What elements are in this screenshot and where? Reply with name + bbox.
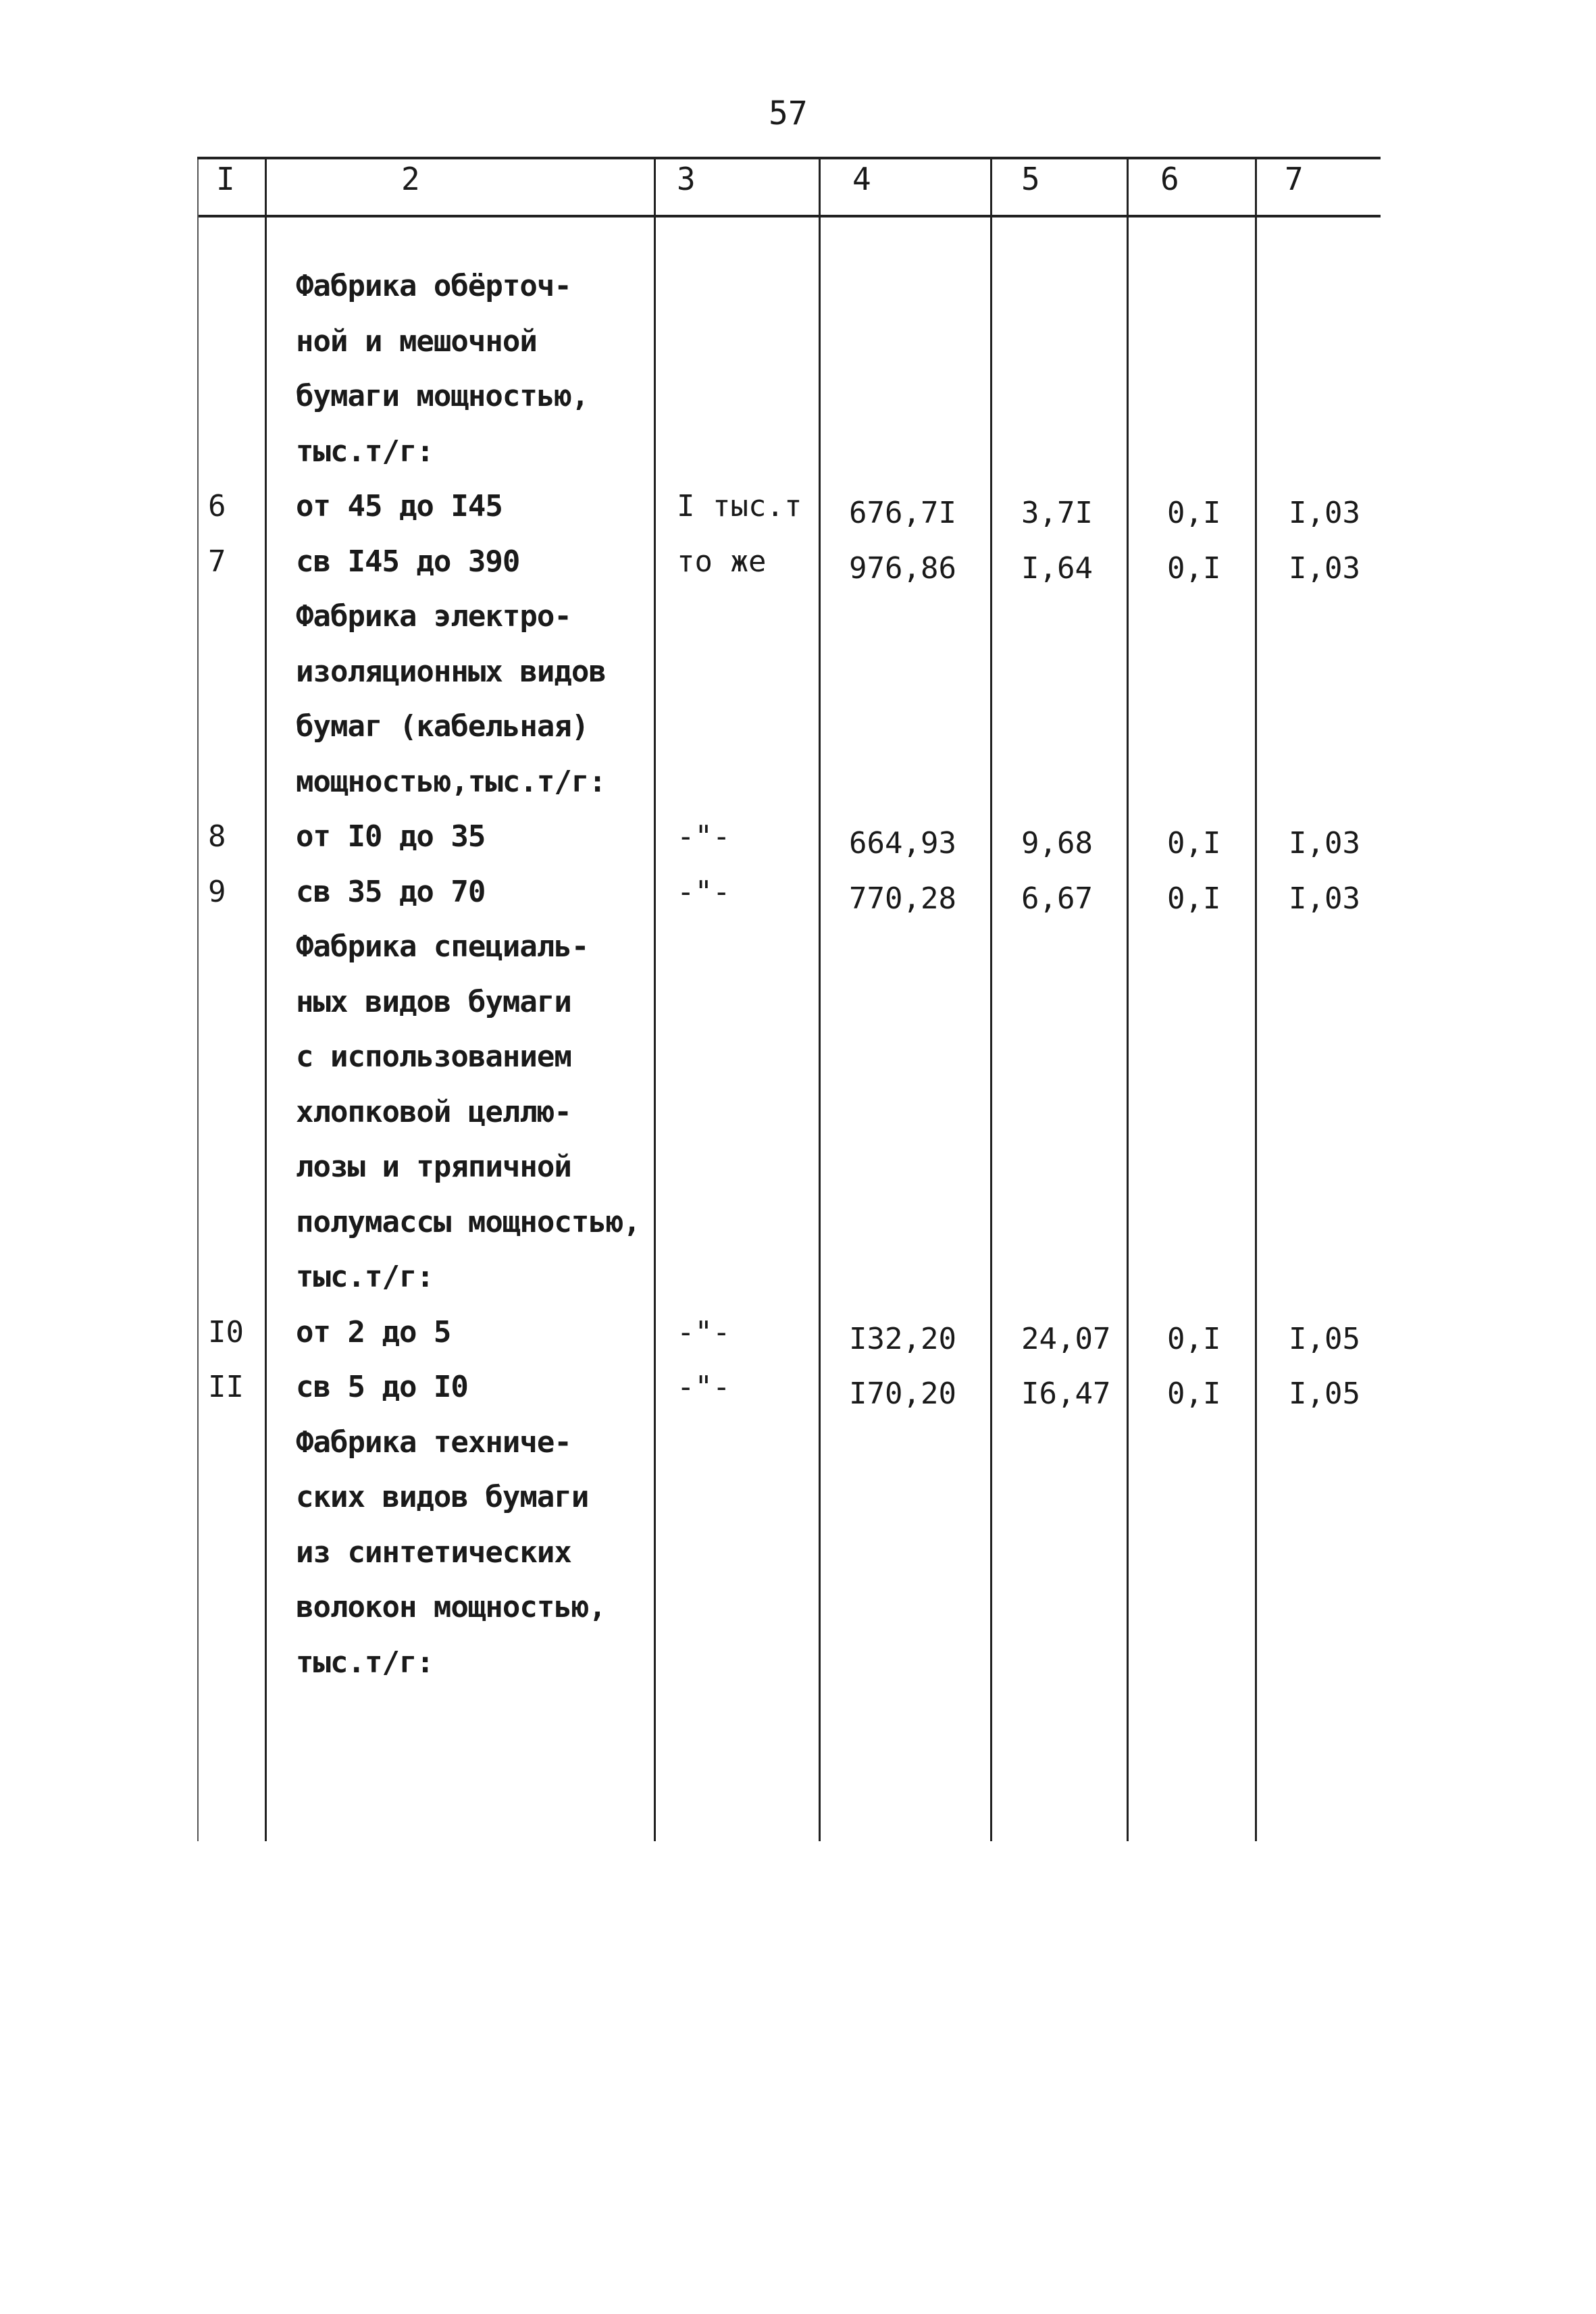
table-row [0,489,1596,543]
table-row [0,929,1596,983]
row-number: 6 [208,489,226,523]
page-number: 57 [769,95,808,132]
row-description: Фабрика электро- [296,599,571,634]
row-value-6: 0,I [1167,881,1221,916]
table-row [0,434,1596,488]
row-value-5: 3,7I [1021,496,1093,530]
row-description: тыс.т/г: [296,434,434,469]
row-value-7: I,03 [1289,826,1360,860]
row-description: св I45 до 390 [296,544,520,579]
table-row [0,1370,1596,1424]
table-top-rule [197,157,1381,159]
row-description: мощностью,тыс.т/г: [296,764,606,799]
table-row [0,819,1596,873]
row-description: лозы и тряпичной [296,1150,571,1184]
row-value-4: 664,93 [849,826,956,860]
row-description: с использованием [296,1039,571,1074]
row-value-7: I,03 [1289,496,1360,530]
table-row [0,324,1596,378]
row-description: из синтетических [296,1535,571,1570]
row-description: св 5 до I0 [296,1370,468,1404]
row-description: ных видов бумаги [296,984,571,1019]
table-row [0,379,1596,433]
row-value-4: I70,20 [849,1377,956,1411]
table-row [0,985,1596,1039]
column-header: 3 [677,161,696,197]
row-value-4: 676,7I [849,496,956,530]
row-description: Фабрика техниче- [296,1424,571,1460]
row-value-6: 0,I [1167,826,1221,860]
table-row [0,1260,1596,1314]
column-header: 4 [852,161,871,197]
column-header: I [216,161,235,197]
row-description: Фабрика обёрточ- [296,269,571,303]
header-bottom-rule [197,215,1381,217]
row-unit: -"- [677,1314,731,1349]
table-row [0,269,1596,323]
row-unit: то же [677,544,767,579]
row-unit: I тыс.т [677,489,802,523]
table-row [0,1150,1596,1204]
table-row [0,544,1596,598]
row-value-4: 976,86 [849,550,956,586]
row-unit: -"- [677,1370,731,1404]
row-description: от 45 до I45 [296,489,503,523]
table-row [0,1535,1596,1589]
row-description: хлопковой целлю- [296,1094,571,1129]
row-value-5: 24,07 [1021,1321,1111,1356]
table-row [0,1425,1596,1479]
row-value-5: I6,47 [1021,1377,1111,1411]
row-unit: -"- [677,819,731,854]
row-value-6: 0,I [1167,1377,1221,1411]
column-header: 5 [1021,161,1040,197]
table-row [0,1315,1596,1369]
table-row [0,599,1596,653]
row-number: I0 [208,1314,244,1349]
table-row [0,875,1596,929]
table-row [0,1095,1596,1149]
row-value-6: 0,I [1167,550,1221,586]
row-value-5: I,64 [1021,550,1093,586]
row-value-7: I,05 [1289,1321,1360,1356]
table-row [0,709,1596,763]
column-header: 6 [1160,161,1179,197]
row-description: тыс.т/г: [296,1260,434,1294]
row-value-6: 0,I [1167,496,1221,530]
row-description: ских видов бумаги [296,1480,589,1514]
row-value-5: 9,68 [1021,826,1093,860]
row-description: от 2 до 5 [296,1314,451,1349]
row-value-7: I,03 [1289,881,1360,916]
table-row [0,1205,1596,1259]
column-header: 2 [401,161,420,197]
row-number: 9 [208,874,226,909]
row-description: полумассы мощностью, [296,1204,640,1239]
row-unit: -"- [677,874,731,909]
row-description: св 35 до 70 [296,874,486,909]
row-value-4: 770,28 [849,881,956,916]
row-description: бумаги мощностью, [296,379,589,413]
table-row [0,1590,1596,1644]
table-row [0,1480,1596,1534]
table-row [0,765,1596,819]
row-description: Фабрика специаль- [296,929,589,964]
table-row [0,654,1596,709]
row-description: от I0 до 35 [296,819,486,854]
row-description: бумаг (кабельная) [296,709,589,744]
row-value-6: 0,I [1167,1321,1221,1356]
row-number: II [208,1370,244,1404]
table-row [0,1039,1596,1094]
row-description: тыс.т/г: [296,1645,434,1680]
table-row [0,1645,1596,1699]
row-description: изоляционных видов [296,654,606,689]
row-value-7: I,03 [1289,550,1360,586]
row-value-7: I,05 [1289,1377,1360,1411]
row-number: 7 [208,544,226,579]
row-description: ной и мешочной [296,324,537,359]
row-number: 8 [208,819,226,854]
row-value-4: I32,20 [849,1321,956,1356]
row-value-5: 6,67 [1021,881,1093,916]
row-description: волокон мощностью, [296,1590,606,1624]
column-header: 7 [1285,161,1304,197]
